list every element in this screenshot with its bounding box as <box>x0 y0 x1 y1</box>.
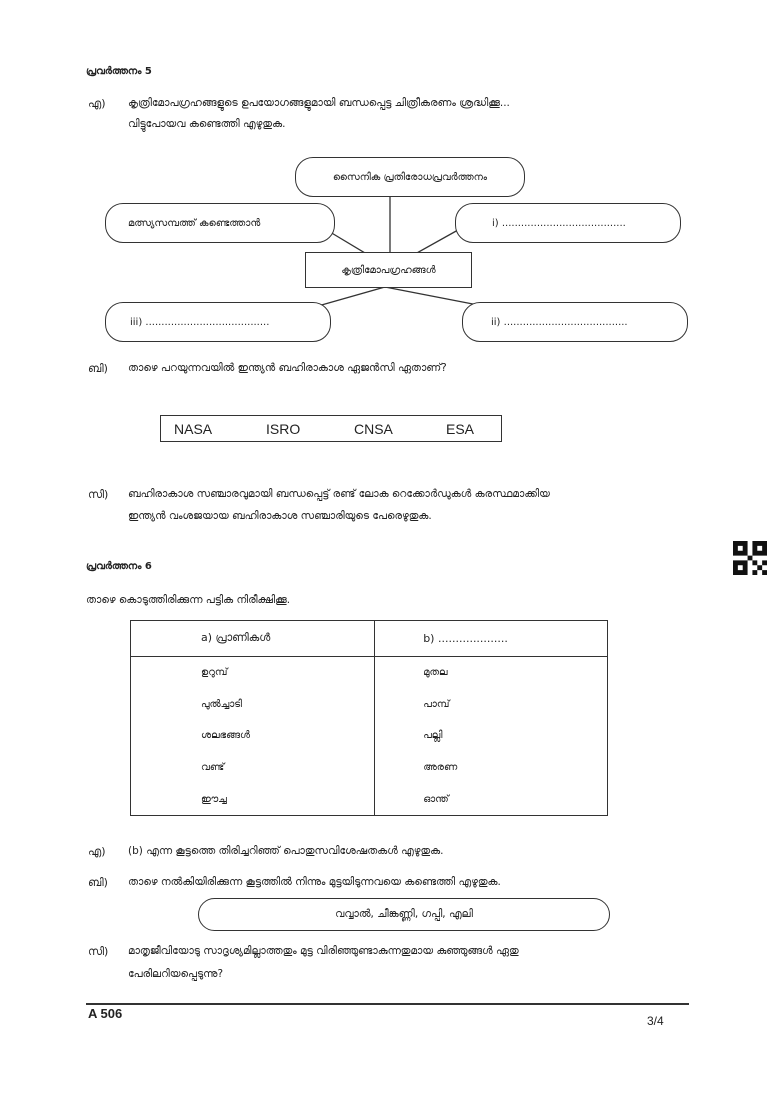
option: CNSA <box>354 420 393 437</box>
diagram-center: കൃത്രിമോപഗ്രഹങ്ങൾ <box>305 252 472 288</box>
question-text: മാതൃജീവിയോടു സാദൃശ്യമില്ലാത്തതും മുട്ട വിരിഞ്ഞുണ്ടാകുന്നതുമായ കുഞ്ഞുങ്ങൾ ഏതു <box>128 945 519 957</box>
table-cell: മുതല <box>375 656 608 688</box>
table-cell: ശലഭങ്ങൾ <box>131 720 375 752</box>
question-text: കൃത്രിമോപഗ്രഹങ്ങളുടെ ഉപയോഗങ്ങളുമായി ബന്ധപ്പെട്ട ചിത്രീകരണം ശ്രദ്ധിക്കൂ... <box>128 97 510 109</box>
diagram-blank-ii[interactable]: ii) ....................................... <box>462 302 688 342</box>
table-row <box>131 752 608 784</box>
question-label: സി) <box>88 488 109 501</box>
activity6-intro: താഴെ കൊടുത്തിരിക്കുന്ന പട്ടിക നിരീക്ഷിക്കൂ. <box>86 594 291 606</box>
insects-table <box>130 620 608 816</box>
table-row <box>131 688 608 720</box>
table-cell: ഉറുമ്പ് <box>131 656 375 688</box>
animal-group-box: വവ്വാൽ, ചീങ്കണ്ണി, ഗപ്പി, എലി <box>198 898 610 931</box>
question-text: താഴെ പറയുന്നവയിൽ ഇന്ത്യൻ ബഹിരാകാശ ഏജൻസി ഏതാണ്? <box>128 362 447 374</box>
table-header-row <box>131 621 608 657</box>
table-row <box>131 720 608 752</box>
diagram-blank-i[interactable]: i) ....................................... <box>455 203 681 243</box>
table-cell: ഈച്ച <box>131 783 375 815</box>
question-text: പേരിലറിയപ്പെടുന്നു? <box>128 968 224 980</box>
option: ISRO <box>266 420 301 437</box>
table-row <box>131 656 608 688</box>
table-header: a) പ്രാണികൾ <box>131 621 375 657</box>
paper-code: A 506 <box>88 1006 123 1021</box>
option: NASA <box>174 420 213 437</box>
agency-options-box <box>160 415 502 442</box>
qr-code-icon <box>733 541 767 575</box>
table-header: b) .................... <box>375 621 608 657</box>
question-text: താഴെ നൽകിയിരിക്കുന്ന കൂട്ടത്തിൽ നിന്നും മുട്ടയിടുന്നവയെ കണ്ടെത്തി എഴുതുക. <box>128 876 501 888</box>
diagram-node-left: മത്സ്യസമ്പത്ത് കണ്ടെത്താൻ <box>105 203 335 243</box>
table-cell: അരണ <box>375 752 608 784</box>
activity6-title: പ്രവർത്തനം 6 <box>86 561 152 572</box>
diagram-blank-iii[interactable]: iii) ....................................... <box>105 302 331 342</box>
table-cell: ഓന്ത് <box>375 783 608 815</box>
table-cell: വണ്ട് <box>131 752 375 784</box>
question-text: ബഹിരാകാശ സഞ്ചാരവുമായി ബന്ധപ്പെട്ട് രണ്ട് ലോക റെക്കോർഡുകൾ കരസ്ഥമാക്കിയ <box>128 488 550 500</box>
question-label: എ) <box>88 845 106 858</box>
table-row <box>131 783 608 815</box>
table-cell: പല്ലി <box>375 720 608 752</box>
activity5-title: പ്രവർത്തനം 5 <box>86 66 152 77</box>
question-text: (b) എന്ന കൂട്ടത്തെ തിരിച്ചറിഞ്ഞ് പൊതുസവിശേഷതകൾ എഴുതുക. <box>128 845 444 857</box>
question-label: ബി) <box>88 362 108 375</box>
question-text: വിട്ടുപോയവ കണ്ടെത്തി എഴുതുക. <box>128 118 286 130</box>
option: ESA <box>446 420 475 437</box>
diagram-node-top: സൈനിക പ്രതിരോധപ്രവർത്തനം <box>295 157 525 197</box>
table-cell: പാമ്പ് <box>375 688 608 720</box>
question-label: എ) <box>88 97 106 110</box>
footer-divider <box>86 1003 689 1005</box>
question-label: ബി) <box>88 876 108 889</box>
question-text: ഇന്ത്യൻ വംശജയായ ബഹിരാകാശ സഞ്ചാരിയുടെ പേരെഴുതുക. <box>128 510 432 522</box>
question-label: സി) <box>88 945 109 958</box>
table-cell: പുൽച്ചാടി <box>131 688 375 720</box>
page-number: 3/4 <box>647 1014 664 1028</box>
